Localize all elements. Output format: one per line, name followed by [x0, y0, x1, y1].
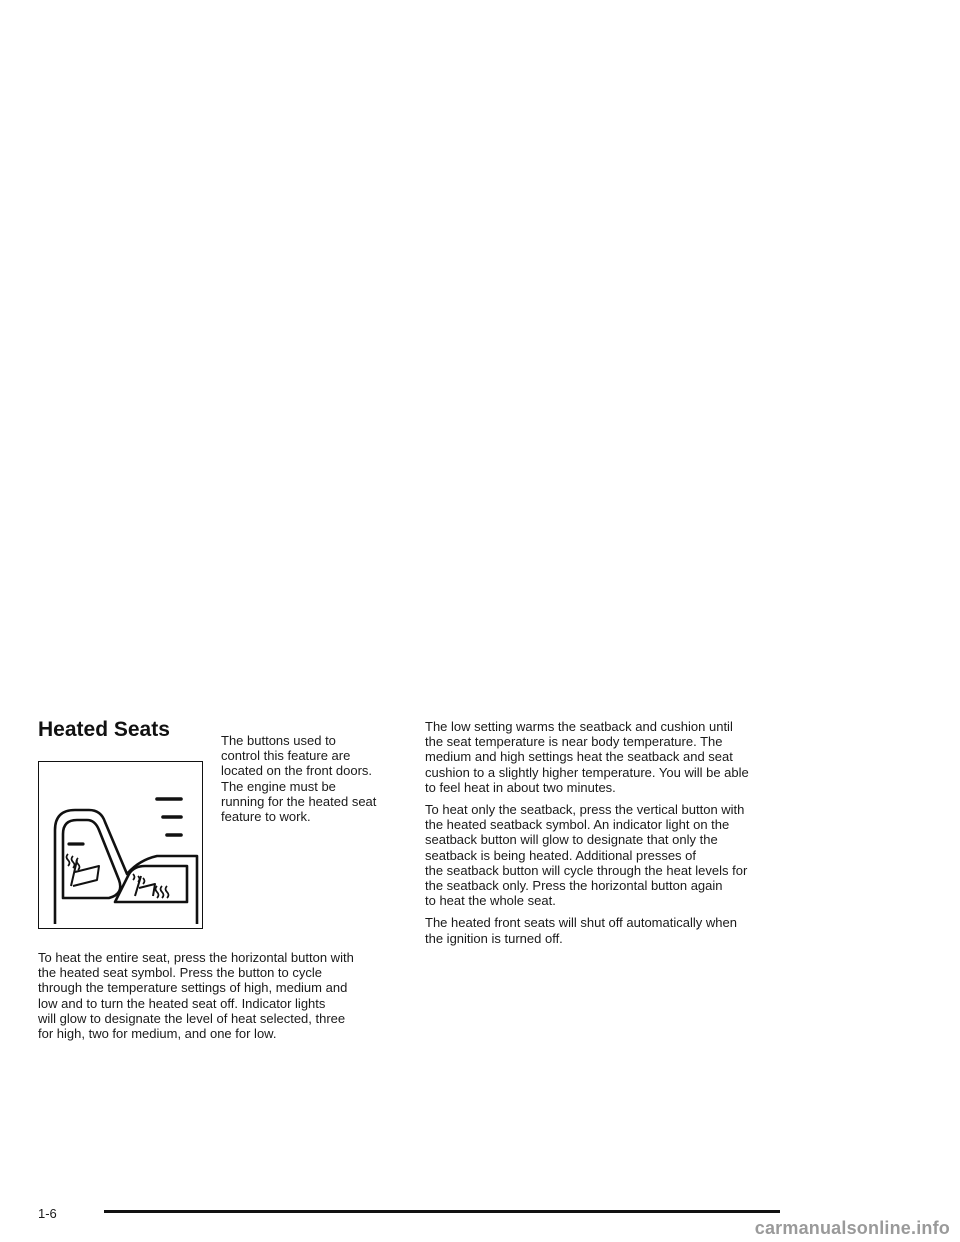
- heated-seatback-button-icon: [63, 820, 120, 898]
- footer-rule: [104, 1210, 780, 1213]
- page-number: 1-6: [38, 1206, 57, 1221]
- right-column: [425, 719, 797, 953]
- paragraph-seatback-only: To heat only the seatback, press the vertical button with the heated seatback symbol. An indicator light on the seatback button will glow to designate that only the seatback is being heated. Additional presses of the seatback button will cycle through the heat levels for the seatback only. Press the horizontal button again to heat the whole seat.: [425, 802, 748, 909]
- heat-level-indicator-icon: [157, 799, 181, 835]
- left-paragraph: To heat the entire seat, press the horizontal button with the heated seat symbol. Press the button to cycle through the temperature settings of high, medium and low and to turn the heated seat off. Indicator lights will glow to designate the level of heat selected, three for high, two for medium, and one for low.: [38, 950, 354, 1042]
- heated-seat-controls-figure: [38, 761, 203, 929]
- figure-caption: The buttons used to control this feature are located on the front doors. The engine must be running for the heated seat feature to work.: [221, 733, 377, 825]
- paragraph-auto-shutoff: The heated front seats will shut off automatically when the ignition is turned off.: [425, 915, 737, 946]
- section-title: Heated Seats: [38, 718, 170, 741]
- paragraph-low-setting: The low setting warms the seatback and cushion until the seat temperature is near body temperature. The medium and high settings heat the seatback and seat cushion to a slightly higher temperature. You will be able to feel heat in about two minutes.: [425, 719, 749, 795]
- watermark: carmanualsonline.info: [754, 1218, 950, 1238]
